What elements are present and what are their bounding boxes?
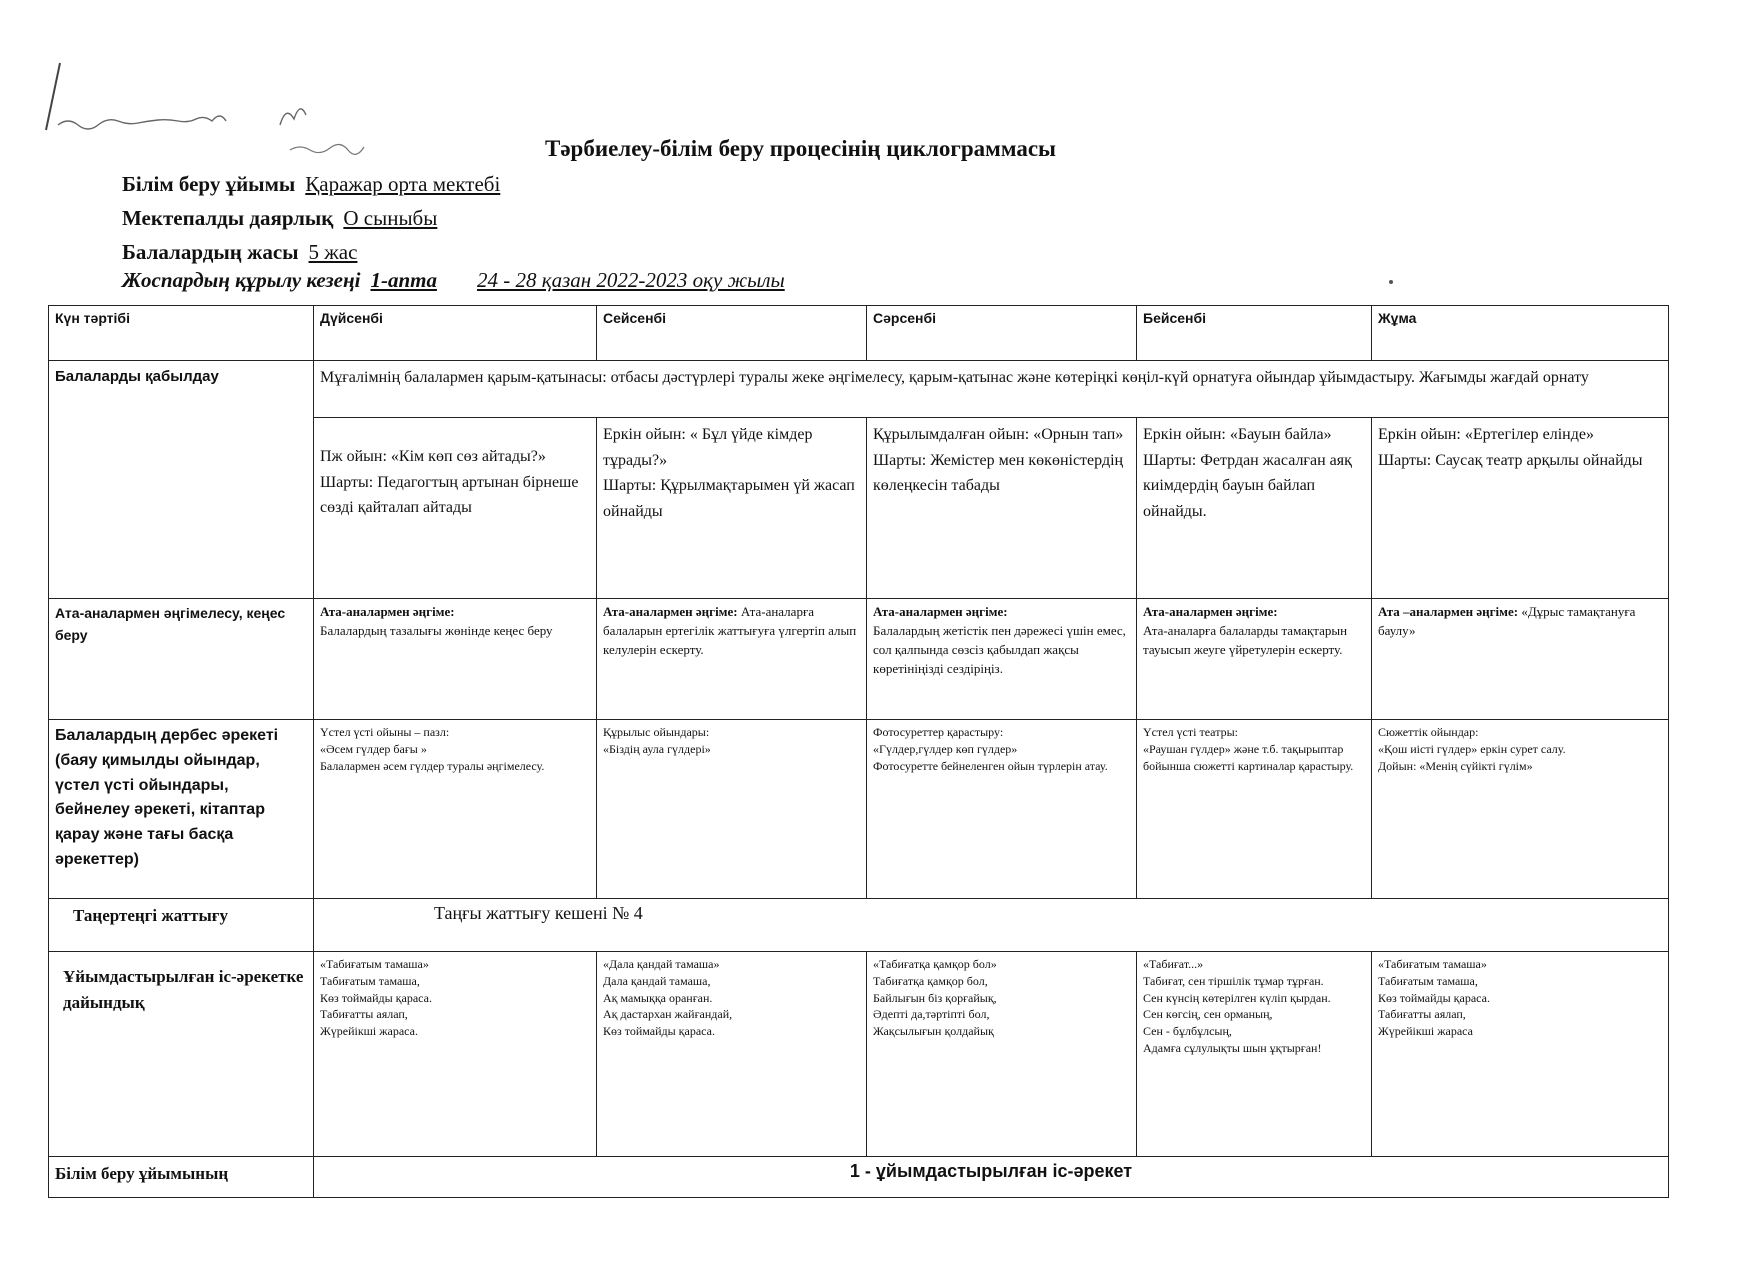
cell-heading: Ата-аналармен әңгіме: [1143, 604, 1278, 619]
table-cell: «Табиғат...» Табиғат, сен тіршілік тұмар тұрған. Сен күнсің көтерілген күліп қырдан. Сен көгсің, сен орманың, Сен - бұлбұлсың, Адамға сұлулықты шын ұқтырған! [1137, 952, 1372, 1157]
plan-dates: 24 - 28 қазан 2022-2023 оқу жылы [477, 268, 785, 292]
row-label: Таңертеңгі жаттығу [49, 899, 314, 952]
header-cell: Бейсенбі [1137, 306, 1372, 361]
cell-heading: Ата-аналармен әңгіме: [603, 604, 738, 619]
org-value: Қаражар орта мектебі [305, 172, 501, 196]
table-cell: «Табиғатым тамаша» Табиғатым тамаша, Көз тоймайды қараса. Табиғатты аялап, Жүрейікші жараса [1372, 952, 1669, 1157]
age-line [122, 240, 357, 265]
cell-heading: Ата-аналармен әңгіме: [320, 604, 455, 619]
cell-heading: Ата –аналармен әңгіме: [1378, 604, 1519, 619]
row-label: Ата-аналармен әңгімелесу, кеңес беру [49, 599, 314, 720]
org-label: Білім беру ұйымы [122, 172, 296, 196]
prep-value: О сыныбы [343, 206, 438, 230]
header-row [49, 306, 1669, 361]
prep-line [122, 206, 437, 231]
table-cell: Үстел үсті ойыны – пазл: «Әсем гүлдер бағы » Балалармен әсем гүлдер туралы әңгімелесу. [314, 720, 597, 899]
table-row [49, 361, 1669, 418]
table-cell: Мұғалімнің балалармен қарым-қатынасы: отбасы дәстүрлері туралы жеке әңгімелесу, қарым-қатынас және көтеріңкі көңіл-күй орнатуға ойындар ұйымдастыру. Жағымды жағдай орнату [314, 361, 1669, 418]
table-cell [867, 599, 1137, 720]
table-row [49, 899, 1669, 952]
row-label: Ұйымдастырылған іс-әрекетке дайындық [49, 952, 314, 1157]
header-cell: Сәрсенбі [867, 306, 1137, 361]
header-cell: Дүйсенбі [314, 306, 597, 361]
cell-text: Ата-аналарға балаларын ертегілік жаттығуға үлгертіп алып келулерін ескерту. [603, 604, 857, 657]
header-cell: Сейсенбі [597, 306, 867, 361]
document-title: Тәрбиелеу-білім беру процесінің циклограммасы [545, 136, 1057, 161]
header-cell: Күн тәртібі [49, 306, 314, 361]
table-cell [1137, 599, 1372, 720]
prep-label: Мектепалды даярлық [122, 206, 334, 230]
table-row [49, 952, 1669, 1157]
table-row [49, 599, 1669, 720]
table-cell [314, 599, 597, 720]
header-cell: Жұма [1372, 306, 1669, 361]
org-line [122, 172, 500, 197]
handwritten-signature [40, 55, 460, 165]
table-cell: Құрылыс ойындары: «Біздің аула гүлдері» [597, 720, 867, 899]
cell-text: Ата-аналарға балаларды тамақтарын тауысып жеуге үйретулерін ескерту. [1143, 622, 1348, 657]
age-label: Балалардың жасы [122, 240, 299, 264]
cell-text: Балалардың тазалығы жөнінде кеңес беру [320, 622, 553, 638]
cell-heading: Ата-аналармен әңгіме: [873, 604, 1008, 619]
table-cell: Пж ойын: «Кім көп сөз айтады?» Шарты: Педагогтың артынан бірнеше сөзді қайталап айтады [314, 418, 597, 599]
table-row [49, 720, 1669, 899]
table-cell: 1 - ұйымдастырылған іс-әрекет [314, 1157, 1669, 1198]
table-cell: Сюжеттік ойындар: «Қош иісті гүлдер» еркін сурет салу. Дойын: «Менің сүйікті гүлім» [1372, 720, 1669, 899]
table-cell: Құрылымдалған ойын: «Орнын тап» Шарты: Жемістер мен көкөністердің көлеңкесін табады [867, 418, 1137, 599]
row-label: Балалардың дербес әрекеті (баяу қимылды ойындар, үстел үсті ойындары, бейнелеу әрекеті, кітаптар қарау және тағы басқа әрекеттер) [49, 720, 314, 899]
table-row [49, 1157, 1669, 1198]
table-cell: Таңғы жаттығу кешені № 4 [314, 899, 1669, 952]
table-cell [1372, 599, 1669, 720]
table-cell: Еркін ойын: «Бауын байла» Шарты: Фетрдан жасалған аяқ киімдердің бауын байлап ойнайды. [1137, 418, 1372, 599]
scan-dot [1389, 280, 1393, 284]
table-cell: «Дала қандай тамаша» Дала қандай тамаша, Ақ мамыққа оранған. Ақ дастархан жайғандай, Көз тоймайды қараса. [597, 952, 867, 1157]
table-cell: «Табиғатым тамаша» Табиғатым тамаша, Көз тоймайды қараса. Табиғатты аялап, Жүрейікші жараса. [314, 952, 597, 1157]
cell-text: Балалардың жетістік пен дәрежесі үшін емес, сол қалпында сөзсіз қабылдап жақсы көретініңізді сездіріңіз. [873, 622, 1126, 676]
row-label: Білім беру ұйымының [49, 1157, 314, 1198]
table-cell: Еркін ойын: «Ертегілер елінде» Шарты: Саусақ театр арқылы ойнайды [1372, 418, 1669, 599]
table-cell: «Табиғатқа қамқор бол» Табиғатқа қамқор бол, Байлығын біз қорғайық, Әдепті да,тәртіпті бол, Жақсылығын қолдайық [867, 952, 1137, 1157]
table-cell: Фотосуреттер қарастыру: «Гүлдер,гүлдер көп гүлдер» Фотосуретте бейнеленген ойын түрлерін атау. [867, 720, 1137, 899]
cyclogram-table [48, 305, 1669, 1198]
plan-label: Жоспардың құрылу кезеңі [122, 268, 361, 292]
age-value: 5 жас [308, 240, 358, 264]
cell-text: «Дұрыс тамақтануға баулу» [1378, 604, 1636, 638]
table-cell [597, 599, 867, 720]
table-cell: Үстел үсті театры: «Раушан гүлдер» және т.б. тақырыптар бойынша сюжетті картиналар қарастыру. [1137, 720, 1372, 899]
row-label: Балаларды қабылдау [49, 361, 314, 599]
plan-week: 1-апта [370, 268, 437, 292]
table-cell: Еркін ойын: « Бұл үйде кімдер тұрады?» Шарты: Құрылмақтарымен үй жасап ойнайды [597, 418, 867, 599]
plan-line [122, 268, 785, 293]
